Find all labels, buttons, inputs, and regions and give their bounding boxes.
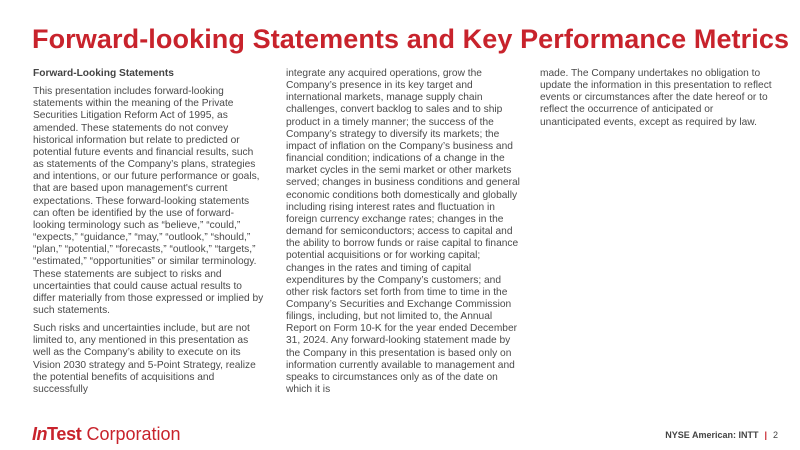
section-subheading: Forward-Looking Statements — [33, 68, 174, 79]
paragraph: Such risks and uncertainties include, but are not limited to, any mentioned in this presentation as well as the Company’s ability to execute on its Vision 2030 strategy and 5-Point Strategy, realize the potential benefits of acquisitions and successfully — [33, 323, 256, 395]
paragraph: made. The Company undertakes no obligation to update the information in this presentation to reflect events or circumstances after the date hereof or to reflect the occurrence of anticipated or unanticipated events, except as required by law. — [540, 68, 772, 128]
paragraph: integrate any acquired operations, grow the Company’s presence in its key target and international markets, manage supply chain challenges, convert backlog to sales and to ship product in a timely manner; the success of the Company’s strategy to diversify its markets; the impact of inflation on the Company’s business and financial condition; indications of a change in the market cycles in the semi market or other markets served; changes in business conditions and general economic conditions both domestically and globally including rising interest rates and fluctuation in foreign currency exchange rates; changes in the demand for semiconductors; access to capital and the ability to borrow funds or raise capital to finance potential acquisitions or for working capital; changes in the rates and timing of capital expenditures by the Company’s customers; and other risk factors set forth from time to time in the Company’s Securities and Exchange Commission filings, including, but not limited to, the Annual Report on Form 10-K for the year ended December 31, 2024. Any forward-looking statement made by the Company in this presentation is based only on information currently available to management and speaks to circumstances only as of the date on which it is — [286, 68, 520, 396]
slide-title: Forward-looking Statements and Key Performance Metrics — [32, 24, 790, 54]
footer-info — [665, 430, 778, 440]
logo-corporation: Corporation — [86, 424, 181, 444]
text-column-3 — [540, 68, 774, 135]
company-logo — [32, 424, 181, 445]
logo-test: Test — [47, 424, 82, 444]
stock-exchange-label: NYSE American: INTT — [665, 430, 759, 440]
logo-in: In — [32, 424, 47, 444]
paragraph: This presentation includes forward-looking statements within the meaning of the Private Securities Litigation Reform Act of 1995, as amended. These statements do not convey historical information but relate to predicted or potential future events and financial results, such as statements of the Company’s plans, strategies and intentions, or our future performance or goals, that are based upon management's current expectations. These forward-looking statements can often be identified by the use of forward-looking terminology such as “believe,” “could,” “expects,” “guidance,” “may,” “outlook,” “should,” “plan,” “potential,” “forecasts,” “outlook,” “targets,” “estimated,” “opportunities” or similar terminology. These statements are subject to risks and uncertainties that could cause actual results to differ materially from those expressed or implied by such statements. — [33, 86, 264, 316]
page-number: 2 — [772, 430, 778, 440]
text-column-2 — [286, 68, 520, 402]
footer-separator: | — [764, 430, 767, 440]
text-column-1 — [33, 68, 265, 402]
